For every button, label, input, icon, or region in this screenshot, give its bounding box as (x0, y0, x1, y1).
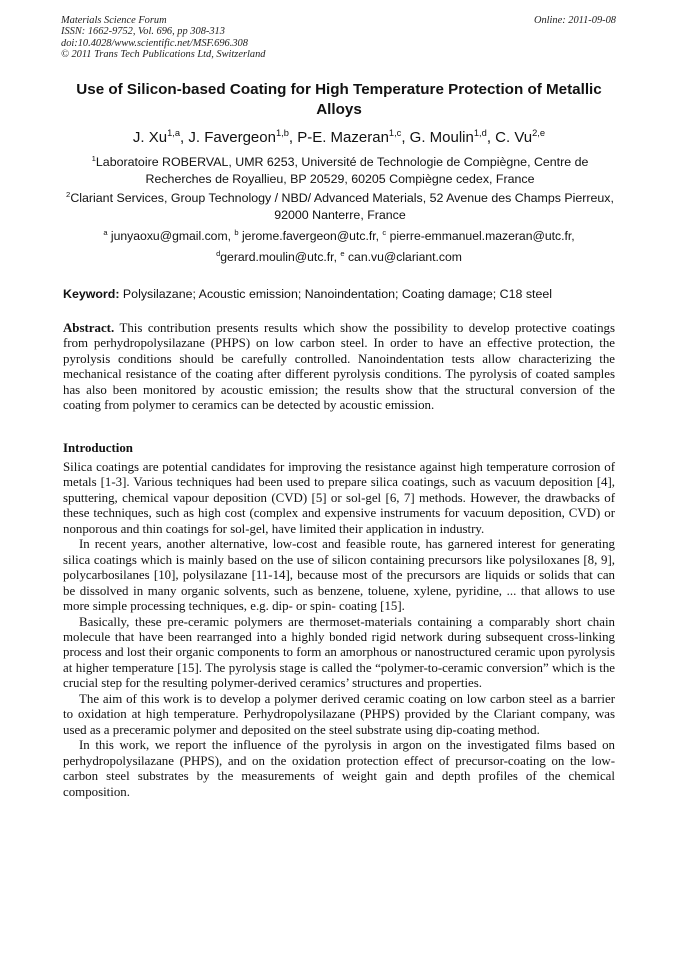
doi-line: doi:10.4028/www.scientific.net/MSF.696.308 (61, 37, 248, 49)
paper-title: Use of Silicon-based Coating for High Temperature Protection of Metallic Alloys (76, 81, 602, 118)
paragraph: The aim of this work is to develop a polymer derived ceramic coating on low carbon steel as a barrier to oxidation at high temperature. Perhydropolysilazane (PHPS) provided by the Clariant company, was used as a preceramic polymer and deposited on the steel substrate using dip-coating method. (63, 691, 615, 737)
keywords-text: Polysilazane; Acoustic emission; Nanoindentation; Coating damage; C18 steel (119, 287, 553, 301)
author-name: C. Vu (495, 129, 533, 146)
author-separator: , (401, 129, 410, 146)
affiliation-2 (60, 190, 620, 224)
journal-name: Materials Science Forum (61, 15, 167, 26)
author-affiliation-mark: 1,a (167, 128, 181, 138)
email-line-1 (40, 228, 638, 245)
author (410, 129, 495, 146)
author-separator: , (288, 129, 298, 146)
paragraph: In recent years, another alternative, low-cost and feasible route, has garnered interest for generating silica coatings which is mainly based on the use of silicon containing precursors like polysiloxanes [8, 9], polycarbosilanes [10], polysilazane [11-14], because most of the precursors are liquids or solids that can be dissolved in many organic solvents, such as benzene, toluene, xylene, pyridine, ... that allows to use more simple processing techniques, e.g. dip- or spin- coating [15]. (63, 537, 615, 614)
author-affiliation-mark: 1,c (388, 128, 402, 138)
author-name: P-E. Mazeran (297, 129, 389, 146)
author-affiliation-mark: 1,d (473, 128, 487, 138)
email-link-d[interactable]: gerard.moulin@utc.fr, (220, 250, 337, 264)
author-separator: , (180, 129, 189, 146)
email-mark-b: b (234, 227, 239, 237)
author-name: J. Favergeon (188, 129, 276, 146)
email-line-2 (40, 249, 638, 266)
author (188, 129, 297, 146)
email-mark-c: c (382, 227, 387, 237)
issn-line: ISSN: 1662-9752, Vol. 696, pp 308-313 (61, 26, 225, 38)
paragraph: Silica coatings are potential candidates for improving the resistance against high temperature corrosion of metals [1-3]. Various techniques had been used to prepare silica coatings, such as vacuum deposition [4], sputtering, chemical vapour deposition (CVD) [5] or sol-gel [6, 7] methods. However, the drawbacks of these techniques, such as high cost (complex and expensive instruments for vacuum deposition, CVD) or nonporous and thin coatings for sol-gel, have limited their application in industry. (63, 460, 615, 536)
author-separator: , (486, 129, 496, 146)
affiliation-number: 2 (66, 189, 71, 199)
author (495, 129, 545, 146)
affiliation-text: Laboratoire ROBERVAL, UMR 6253, Université de Technologie de Compiègne, Centre de Recherches de Royallieu, BP 20529, 60205 Compiègne cedex, France (95, 155, 589, 186)
abstract (63, 321, 615, 414)
affiliation-text: Clariant Services, Group Technology / NBD/ Advanced Materials, 52 Avenue des Champs Pierreux, 92000 Nanterre, France (70, 191, 614, 222)
affiliation-1 (60, 154, 620, 188)
author-affiliation-mark: 2,e (532, 128, 546, 138)
email-mark-a: a (103, 227, 108, 237)
abstract-label: Abstract. (63, 321, 115, 335)
paragraph: Basically, these pre-ceramic polymers are thermoset-materials containing a comparably short chain molecule that have been rearranged into a highly bonded rigid network during subsequent cross-linking process and lost their organic components to form an amorphous or nanostructured ceramic upon pyrolysis at higher temperature [15]. The pyrolysis stage is called the “polymer-to-ceramic conversion” which is the crucial step for the resulting polymer-derived ceramics’ structures and properties. (63, 614, 615, 691)
introduction-body (63, 460, 615, 800)
author-name: G. Moulin (409, 129, 474, 146)
keywords-label: Keyword: (63, 287, 120, 301)
author (133, 129, 188, 146)
email-mark-d: d (216, 248, 221, 258)
author-affiliation-mark: 1,b (275, 128, 289, 138)
abstract-text: This contribution presents results which show the possibility to develop protective coatings from perhydropolysilazane (PHPS) on low carbon steel. In order to have an effective protection, the pyrolysis conditions should be carefully controlled. Nanoindentation tests allow characterizing the mechanical resistance of the coating after different pyrolysis conditions. The pyrolysis of coated samples has also been monitored by acoustic emission; the results show that the structural conversion of the coating from polymer to ceramics can be detected by acoustic emission. (63, 321, 615, 413)
email-link-c[interactable]: pierre-emmanuel.mazeran@utc.fr, (389, 229, 575, 243)
copyright-line: © 2011 Trans Tech Publications Ltd, Switzerland (61, 49, 266, 61)
author-name: J. Xu (132, 129, 168, 146)
author (297, 129, 409, 146)
affiliation-number: 1 (91, 153, 96, 163)
journal-header (61, 15, 616, 61)
keywords (63, 286, 618, 303)
email-link-b[interactable]: jerome.favergeon@utc.fr, (241, 229, 379, 243)
paragraph: In this work, we report the influence of the pyrolysis in argon on the investigated films based on perhydropolysilazane (PHPS), and on the oxidation protection effect of precursor-coating on the low-carbon steel substrates by the measurements of weight gain and depth profiles of the chemical composition. (63, 738, 615, 799)
email-link-e[interactable]: can.vu@clariant.com (347, 250, 462, 264)
author-list (40, 128, 638, 148)
email-link-a[interactable]: junyaoxu@gmail.com, (110, 229, 231, 243)
introduction-heading: Introduction (63, 441, 133, 455)
online-date: Online: 2011-09-08 (533, 15, 616, 26)
email-mark-e: e (340, 248, 345, 258)
